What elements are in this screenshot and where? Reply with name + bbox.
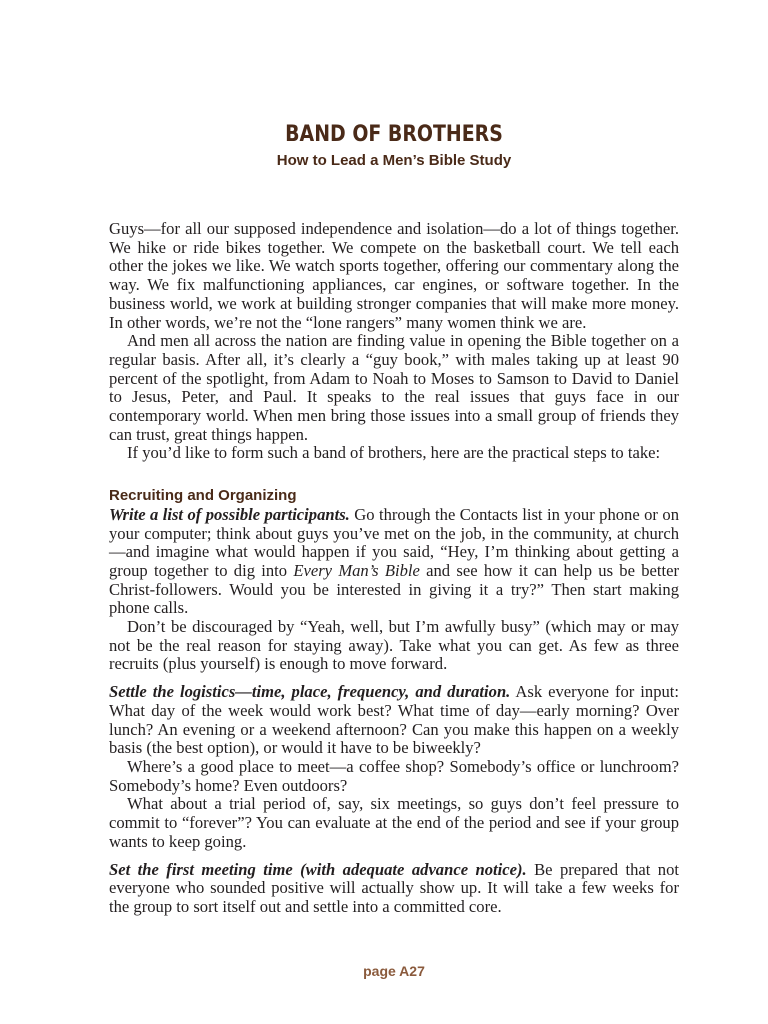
document-subtitle: How to Lead a Men’s Bible Study <box>276 152 512 169</box>
intro-paragraph-1: Guys—for all our supposed independence and isolation—do a lot of things together. We hike or ride bikes together. We compete on the basketball court. We tell each other the jokes we like. We watch sports together, offering our commentary along the way. We fix malfunctioning appliances, car engines, or software together. In the business world, we work at building stronger companies that will make more money. In other words, we’re not the “lone rangers” many women think we are. <box>109 219 679 332</box>
section-heading: Recruiting and Organizing <box>109 487 297 505</box>
step-3-text: Be prepared that not everyone who sounded positive will actually show up. It will take a few weeks for the group to sort itself out and settle into a committed core. <box>109 859 679 916</box>
page-number: page A27 <box>363 963 425 979</box>
step-1-book-title: Every Man’s Bible <box>293 560 420 580</box>
step-3-lead: Set the first meeting time (with adequate advance notice). <box>109 859 527 879</box>
step-1-text-b: and see how it can help us be better Christ-followers. Would you be interested in giving it a try?” Then start making phone calls. <box>109 560 680 618</box>
document-page <box>109 0 679 1024</box>
step-2-paragraph-3: What about a trial period of, say, six meetings, so guys don’t feel pressure to commit to “forever”? You can evaluate at the end of the period and see if your group wants to keep going. <box>109 794 679 851</box>
article-body <box>109 220 679 917</box>
step-2-paragraph <box>109 683 679 758</box>
step-1-paragraph-2: Don’t be discouraged by “Yeah, well, but I’m awfully busy” (which may or may not be the real reason for staying away). Take what you can get. As few as three recruits (plus yourself) is enough to move forward. <box>109 617 679 674</box>
step-3-paragraph <box>109 861 679 917</box>
step-2-text: Ask everyone for input: What day of the week would work best? What time of day—early morning? Over lunch? An evening or a weekend afternoon? Can you make this happen on a weekly basis (the best option), or would it have to be biweekly? <box>109 682 680 758</box>
intro-paragraph-3: If you’d like to form such a band of brothers, here are the practical steps to take: <box>127 443 661 463</box>
step-2-paragraph-2: Where’s a good place to meet—a coffee shop? Somebody’s office or lunchroom? Somebody’s home? Even outdoors? <box>109 756 679 795</box>
step-1-paragraph <box>109 506 679 618</box>
document-title: BAND OF BROTHERS <box>285 122 503 147</box>
step-1-lead: Write a list of possible participants. <box>109 504 350 524</box>
intro-paragraph-2: And men all across the nation are finding value in opening the Bible together on a regular basis. After all, it’s clearly a “guy book,” with males taking up at least 90 percent of the spotlight, from Adam to Noah to Moses to Samson to David to Daniel to Jesus, Peter, and Paul. It speaks to the real issues that guys face in our contemporary world. When men bring those issues into a small group of friends they can trust, great things happen. <box>109 331 679 444</box>
step-1-text-a: Go through the Contacts list in your phone or on your computer; think about guys you’ve met on the job, in the community, at church—and imagine what would happen if you said, “Hey, I’m thinking about getting a group together to dig into <box>109 504 679 580</box>
step-2-lead: Settle the logistics—time, place, frequency, and duration. <box>109 682 511 702</box>
